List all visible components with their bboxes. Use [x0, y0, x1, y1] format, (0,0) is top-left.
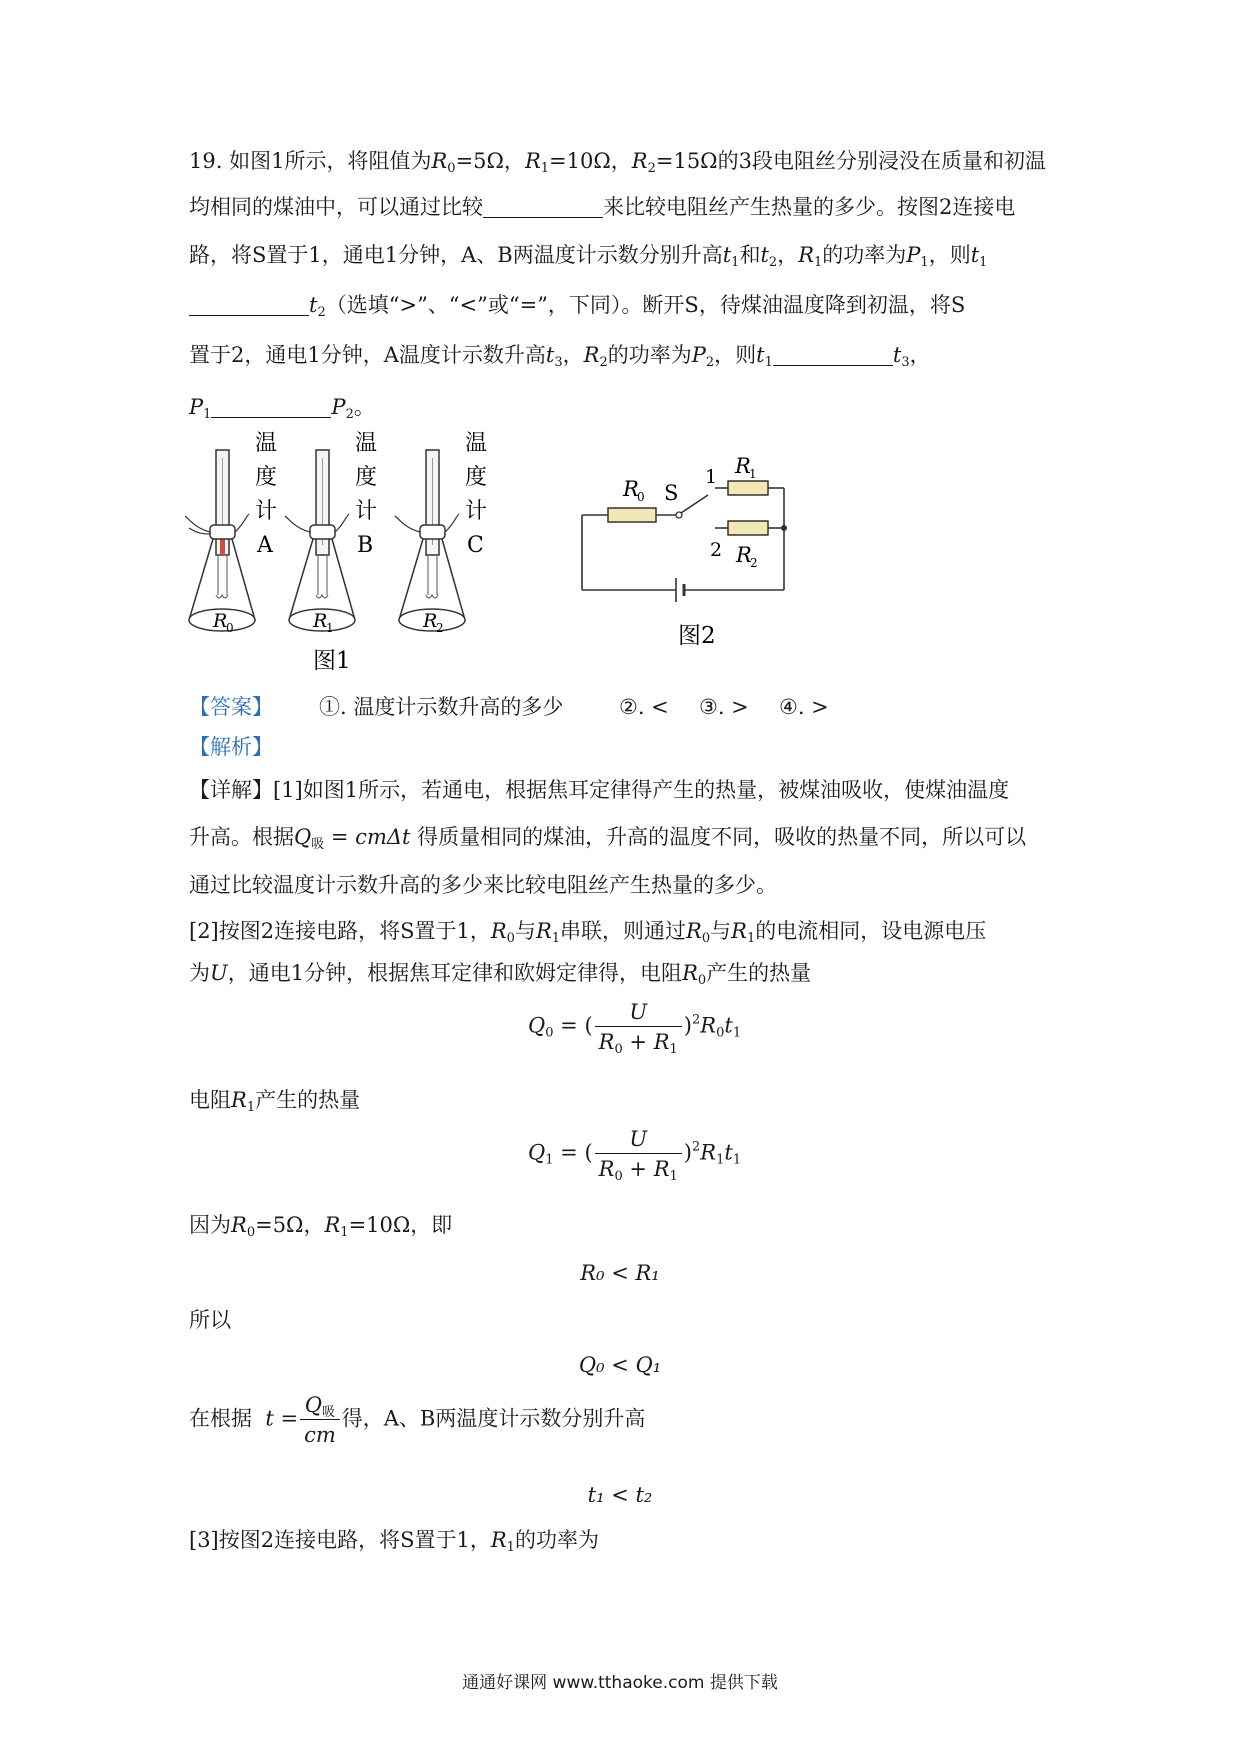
- question-line-3: 路，将S置于1，通电1分钟，A、B两温度计示数分别升高$t_1$和$t_2$，$R_1$的功率为$P_1$，则$t_1$: [189, 243, 988, 270]
- fig1-label-a-char-3: 计: [255, 499, 278, 524]
- equation-q0: $Q_0$ = ( $\frac{U}{R_0 + R_1}$ )$^2R_0t_1$: [528, 1000, 742, 1057]
- fig1-resistor-r2: R: [423, 610, 438, 632]
- fig2-r1-label: R: [735, 454, 751, 478]
- fig2-pos-1: 1: [705, 466, 718, 488]
- footer-watermark: 通通好课网 www.tthaoke.com 提供下载: [462, 1673, 778, 1693]
- junction-dot: [781, 525, 787, 531]
- analysis-line-3: 通过比较温度计示数升高的多少来比较电阻丝产生热量的多少。: [189, 873, 777, 897]
- analysis-line-1: 【详解】[1]如图1所示，若通电，根据焦耳定律得产生的热量，被煤油吸收，使煤油温度: [189, 778, 1010, 802]
- thermometer-setup-b: [285, 450, 355, 631]
- fig2-r2-label: R: [736, 543, 752, 567]
- fig1-name-b: B: [357, 533, 374, 558]
- fig1-label-b-char-2: 度: [355, 465, 378, 490]
- question-line-6: $P_1$ $P_2$。: [189, 395, 375, 422]
- thermometer-setup-c: [395, 450, 465, 631]
- inequality-q0-q1: Q₀ < Q₁: [578, 1353, 662, 1377]
- fig1-label-c-char-3: 计: [465, 499, 488, 524]
- answer-blank-1[interactable]: [483, 195, 603, 218]
- analysis-line-9: 在根据 t = $\frac{Q_吸}{cm}$ 得，A、B两温度计示数分别升高: [189, 1393, 646, 1447]
- answer-tag: 【答案】: [189, 695, 273, 719]
- fig1-resistor-r0-sub: 0: [226, 621, 234, 635]
- answer-item-3: ③. >: [699, 695, 749, 719]
- equation-q1: $Q_1$ = ( $\frac{U}{R_0 + R_1}$ )$^2R_1t_1$: [528, 1127, 742, 1184]
- fig2-caption: 图2: [678, 623, 716, 649]
- answer-row: [189, 692, 989, 722]
- fig1-resistor-r2-sub: 2: [436, 621, 444, 635]
- fig1-resistor-r0: R: [213, 610, 228, 632]
- analysis-line-5: 为U，通电1分钟，根据焦耳定律和欧姆定律得，电阻$R_0$产生的热量: [189, 961, 812, 988]
- fig1-label-c-char-2: 度: [465, 465, 488, 490]
- fig2-switch-label: S: [664, 481, 679, 505]
- question-line-2: 均相同的煤油中，可以通过比较 来比较电阻丝产生热量的多少。按图2连接电: [189, 195, 1016, 219]
- analysis-line-7: 因为$R_0=5\Omega$，$R_1=10\Omega$，即: [189, 1213, 453, 1240]
- question-line-1: 19. 如图1所示，将阻值为$R_0=5\Omega$，$R_1=10\Omega$，$R_2=15\Omega$的3段电阻丝分别浸没在质量和初温: [189, 149, 1046, 176]
- answer-blank-4[interactable]: [211, 395, 331, 418]
- fig2-r0-sub: 0: [637, 490, 645, 504]
- switch-lever[interactable]: [681, 495, 708, 513]
- resistor-r2: [728, 521, 768, 535]
- thermometer-setup-a: [185, 450, 255, 631]
- answer-item-2: ②. <: [619, 695, 669, 719]
- fig1-label-a-char-1: 温: [255, 431, 278, 456]
- fig1-resistor-r1-sub: 1: [326, 621, 334, 635]
- fig1-resistor-r1: R: [313, 610, 328, 632]
- fig1-name-c: C: [467, 533, 484, 558]
- fig1-label-a-char-2: 度: [255, 465, 278, 490]
- figure-1-thermometers: [185, 430, 515, 680]
- fig2-pos-2: 2: [710, 539, 723, 561]
- analysis-line-2: 升高。根据$Q_吸 = cm\Delta t$ 得质量相同的煤油，升高的温度不同，吸收的热量不同，所以可以: [189, 825, 1027, 852]
- fig1-name-a: A: [257, 533, 273, 558]
- analysis-line-6: 电阻$R_1$产生的热量: [189, 1088, 361, 1115]
- question-line-5: 置于2，通电1分钟，A温度计示数升高$t_3$，$R_2$的功率为$P_2$，则$t_1$ $t_3$，: [189, 343, 931, 370]
- analysis-line-4: [2]按图2连接电路，将S置于1，$R_0$与$R_1$串联，则通过$R_0$与$R_1$的电流相同，设电源电压: [189, 919, 987, 946]
- analysis-line-8: 所以: [189, 1308, 231, 1332]
- inequality-t1-t2: t₁ < t₂: [587, 1483, 653, 1507]
- fig1-label-b-char-3: 计: [355, 499, 378, 524]
- analysis-line-10: [3]按图2连接电路，将S置于1，$R_1$的功率为: [189, 1528, 599, 1555]
- figure-2-circuit: [570, 440, 830, 660]
- answer-blank-3[interactable]: [773, 343, 893, 366]
- fig1-label-c-char-1: 温: [465, 431, 488, 456]
- fig1-caption: 图1: [313, 648, 351, 674]
- answer-blank-2[interactable]: [189, 293, 309, 316]
- answer-item-1: ①. 温度计示数升高的多少: [319, 695, 564, 719]
- analysis-tag: 【解析】: [189, 735, 273, 759]
- resistor-r0: [608, 508, 656, 522]
- question-line-4: $t_2$（选填“>”、“<”或“=”，下同）。断开S，待煤油温度降到初温，将S: [189, 290, 965, 320]
- resistor-r1: [728, 481, 768, 495]
- fig2-r2-sub: 2: [750, 556, 758, 570]
- answer-item-4: ④. >: [779, 695, 829, 719]
- fig2-r0-label: R: [623, 477, 639, 501]
- fig1-label-b-char-1: 温: [355, 431, 378, 456]
- inequality-r0-r1: R₀ < R₁: [580, 1261, 660, 1285]
- fig2-r1-sub: 1: [749, 467, 757, 481]
